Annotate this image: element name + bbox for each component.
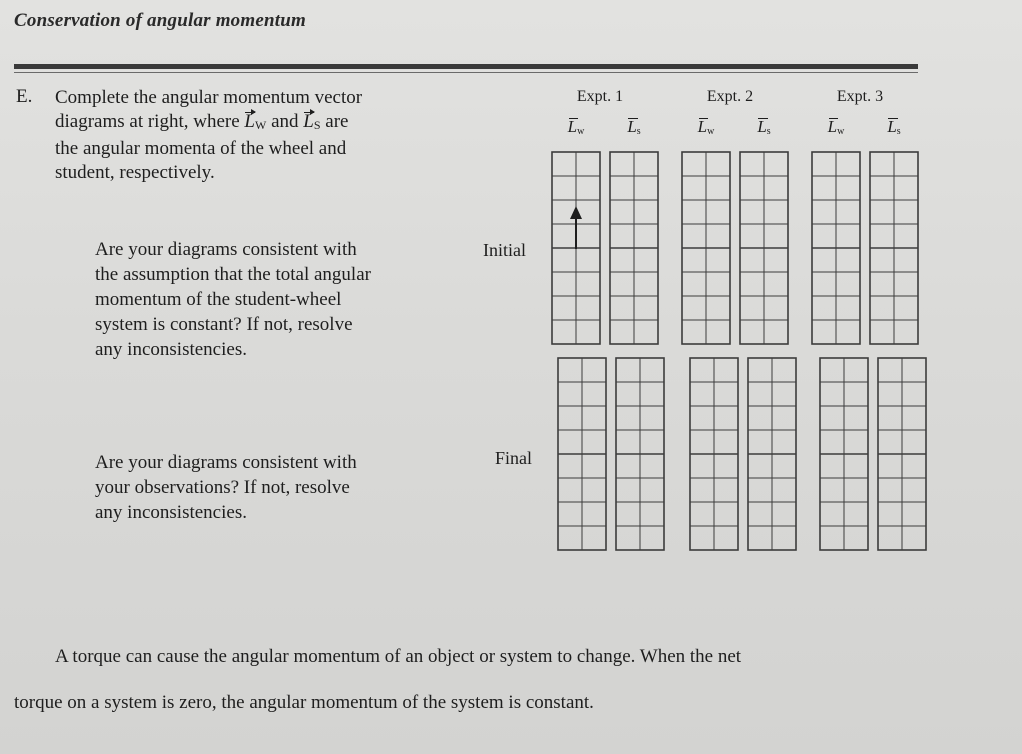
- question-final-line: any inconsistencies.: [95, 502, 247, 523]
- grid-initial-expt2-lw: [682, 152, 730, 344]
- section-letter: E.: [16, 86, 33, 107]
- question-initial-line: momentum of the student-wheel: [95, 289, 342, 310]
- grid-final-expt1-lw: [558, 358, 606, 550]
- col-sub-s: s: [766, 126, 771, 137]
- expt-3-label: Expt. 3: [836, 88, 884, 105]
- grid-initial-expt2-ls: [740, 152, 788, 344]
- instruction-line-2-pre: diagrams at right, where: [55, 111, 245, 132]
- col-sub-s: s: [896, 126, 901, 137]
- col-L: L: [567, 117, 578, 136]
- ls-letter: L: [303, 111, 314, 132]
- instruction-line-3: the angular momenta of the wheel and: [55, 138, 347, 159]
- instruction-line-2-post: are: [320, 111, 349, 132]
- grid-initial-expt3-ls: [870, 152, 918, 344]
- page-title: Conservation of angular momentum: [14, 10, 306, 31]
- grid-final-expt2-ls: [748, 358, 796, 550]
- lw-subscript: W: [254, 118, 267, 132]
- col-L: L: [697, 117, 708, 136]
- question-initial-line: system is constant? If not, resolve: [95, 314, 353, 335]
- grid-initial-expt1-ls: [610, 152, 658, 344]
- col-L: L: [887, 117, 897, 136]
- col-sub-w: w: [837, 126, 845, 137]
- grid-final-expt1-ls: [616, 358, 664, 550]
- expt-1-label: Expt. 1: [576, 88, 624, 105]
- grid-final-expt3-ls: [878, 358, 926, 550]
- footer-line-2: torque on a system is zero, the angular momentum of the system is constant.: [14, 692, 594, 713]
- question-initial-line: any inconsistencies.: [95, 339, 247, 360]
- ls-subscript: S: [313, 118, 321, 132]
- col-sub-w: w: [577, 126, 585, 137]
- question-final-line: your observations? If not, resolve: [95, 477, 350, 498]
- instruction-line-1: Complete the angular momentum vector: [55, 87, 363, 108]
- vector-arrow-head: [570, 206, 582, 219]
- row-label-final: Final: [495, 448, 533, 468]
- question-initial-line: the assumption that the total angular: [95, 264, 371, 285]
- col-L: L: [627, 117, 637, 136]
- initial-lw-arrow-expt1: [570, 206, 582, 249]
- grid-final-expt2-lw: [690, 358, 738, 550]
- grid-initial-expt3-lw: [812, 152, 860, 344]
- instruction-line-2-mid: and: [266, 111, 304, 132]
- lw-letter: L: [244, 111, 255, 132]
- footer-line-1: A torque can cause the angular momentum of an object or system to change. When the net: [55, 646, 742, 667]
- col-L: L: [827, 117, 838, 136]
- question-initial-line: Are your diagrams consistent with: [95, 239, 357, 260]
- instruction-line-4: student, respectively.: [55, 162, 215, 183]
- question-final-line: Are your diagrams consistent with: [95, 452, 357, 473]
- expt-2-label: Expt. 2: [706, 88, 754, 105]
- row-label-initial: Initial: [483, 240, 526, 260]
- grid-final-expt3-lw: [820, 358, 868, 550]
- col-L: L: [757, 117, 767, 136]
- col-sub-w: w: [707, 126, 715, 137]
- col-sub-s: s: [636, 126, 641, 137]
